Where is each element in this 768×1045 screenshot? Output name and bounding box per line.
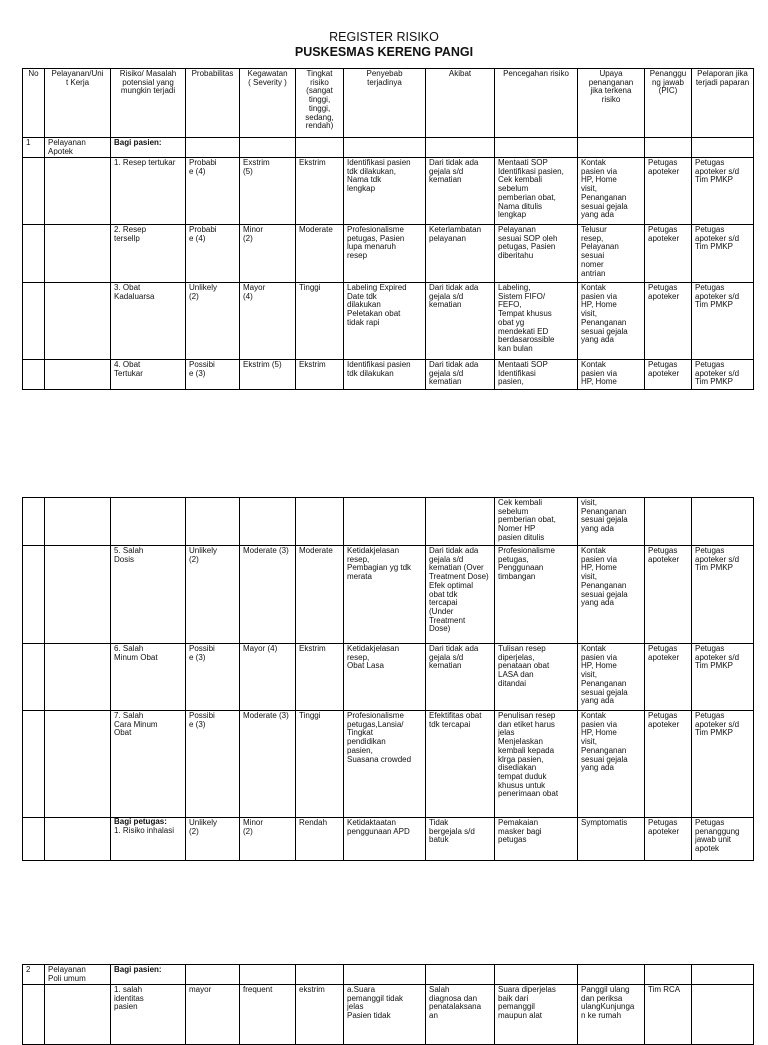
- document-subtitle: PUSKESMAS KERENG PANGI: [294, 45, 474, 59]
- table-cell: [426, 965, 495, 985]
- table-row: [23, 546, 754, 644]
- risk-label: 1. Risiko inhalasi: [114, 825, 175, 835]
- table-cell: Mentaati SOP Identifikasi pasien, Cek kembali sebelum pemberian obat, Nama ditulis lengkap: [495, 158, 578, 225]
- table-cell: [645, 138, 692, 158]
- table-cell: [240, 498, 296, 546]
- table-cell: Petugas apoteker: [645, 158, 692, 225]
- table-cell: [23, 546, 45, 644]
- table-cell: Dari tidak ada gejala s/d kematian: [426, 283, 495, 360]
- table-cell: [111, 498, 186, 546]
- table-cell: [186, 498, 240, 546]
- table-cell: [692, 985, 754, 1045]
- table-cell: Risiko/ Masalah potensial yang mungkin terjadi: [111, 69, 186, 138]
- table-cell: Ketidaktaatan penggunaan APD: [344, 818, 426, 861]
- table-cell: [186, 138, 240, 158]
- table-cell: Keterlambatan pelayanan: [426, 225, 495, 283]
- table-cell: Petugas penanggung jawab unit apotek: [692, 818, 754, 861]
- table-cell: Ekstrim (5): [240, 360, 296, 390]
- table-row: [23, 360, 754, 390]
- table-cell: a.Suara pemanggil tidak jelas Pasien tidak: [344, 985, 426, 1045]
- table-cell: [344, 965, 426, 985]
- table-cell: Petugas apoteker: [645, 711, 692, 818]
- table-cell: [426, 138, 495, 158]
- table-cell: Moderate (3): [240, 711, 296, 818]
- table-cell: [296, 965, 344, 985]
- table-cell: [45, 818, 111, 861]
- table-cell: Petugas apoteker s/d Tim PMKP: [692, 644, 754, 711]
- table-cell: [45, 985, 111, 1045]
- table-cell: Ketidakjelasan resep, Pembagian yg tdk merata: [344, 546, 426, 644]
- table-cell: Ketidakjelasan resep, Obat Lasa: [344, 644, 426, 711]
- table-cell: [23, 225, 45, 283]
- table-cell: Akibat: [426, 69, 495, 138]
- table-cell: visit, Penanganan sesuai gejala yang ada: [578, 498, 645, 546]
- table-cell: [45, 158, 111, 225]
- table-cell: Petugas apoteker: [645, 818, 692, 861]
- table-cell: Dari tidak ada gejala s/d kematian: [426, 158, 495, 225]
- table-cell: Pelayanan sesuai SOP oleh petugas, Pasien diberitahu: [495, 225, 578, 283]
- table-cell: Minor (2): [240, 818, 296, 861]
- table-cell: Petugas apoteker: [645, 225, 692, 283]
- document-title: REGISTER RISIKO: [329, 30, 439, 44]
- table-cell: Unlikely (2): [186, 546, 240, 644]
- table-cell: Identifikasi pasien tdk dilakukan: [344, 360, 426, 390]
- table-cell: Probabi e (4): [186, 225, 240, 283]
- table-cell: Probabilitas: [186, 69, 240, 138]
- table-cell: No: [23, 69, 45, 138]
- table-cell: Telusur resep, Pelayanan sesuai nomer antrian: [578, 225, 645, 283]
- table-cell: mayor: [186, 985, 240, 1045]
- table-cell: frequent: [240, 985, 296, 1045]
- table-cell: [495, 138, 578, 158]
- table-cell: [111, 818, 186, 861]
- table-cell: [23, 360, 45, 390]
- table-cell: [23, 283, 45, 360]
- table-cell: Mayor (4): [240, 644, 296, 711]
- table-cell: Possibi e (3): [186, 360, 240, 390]
- table-cell: Mayor (4): [240, 283, 296, 360]
- table-cell: [296, 498, 344, 546]
- table-cell: [23, 711, 45, 818]
- table-cell: Symptomatis: [578, 818, 645, 861]
- table-cell: Penulisan resep dan etiket harus jelas Menjelaskan kembali kepada klrga pasien, disediakan tempat duduk khusus untuk penerimaan obat: [495, 711, 578, 818]
- table-cell: Petugas apoteker s/d Tim PMKP: [692, 225, 754, 283]
- table-cell: [45, 225, 111, 283]
- table-cell: Profesionalisme petugas,Lansia/ Tingkat pendidikan pasien, Suasana crowded: [344, 711, 426, 818]
- table-cell: Tulisan resep diperjelas, penataan obat LASA dan ditandai: [495, 644, 578, 711]
- table-cell: Kontak pasien via HP, Home: [578, 360, 645, 390]
- table-cell: Dari tidak ada gejala s/d kematian: [426, 644, 495, 711]
- table-cell: [240, 965, 296, 985]
- table-cell: [45, 360, 111, 390]
- table-cell: 4. Obat Tertukar: [111, 360, 186, 390]
- table-cell: 2: [23, 965, 45, 985]
- table-cell: Petugas apoteker s/d Tim PMKP: [692, 158, 754, 225]
- table-cell: Labeling Expired Date tdk dilakukan Peletakan obat tidak rapi: [344, 283, 426, 360]
- section-row: [23, 138, 754, 158]
- table-cell: Efektifitas obat tdk tercapai: [426, 711, 495, 818]
- table-cell: Dari tidak ada gejala s/d kematian (Over Treatment Dose) Efek optimal obat tdk tercapai (Under Treatment Dose): [426, 546, 495, 644]
- table-cell: Petugas apoteker: [645, 644, 692, 711]
- table-cell: 3. Obat Kadaluarsa: [111, 283, 186, 360]
- table-cell: Moderate: [296, 225, 344, 283]
- table-cell: Petugas apoteker s/d Tim PMKP: [692, 360, 754, 390]
- table-cell: [692, 138, 754, 158]
- table-cell: Moderate: [296, 546, 344, 644]
- table-cell: Possibi e (3): [186, 644, 240, 711]
- table-cell: Salah diagnosa dan penatalaksana an: [426, 985, 495, 1045]
- table-cell: [45, 644, 111, 711]
- table-cell: Profesionalisme petugas, Penggunaan timbangan: [495, 546, 578, 644]
- table-cell: Tim RCA: [645, 985, 692, 1045]
- table-cell: [45, 546, 111, 644]
- table-cell: Unlikely (2): [186, 818, 240, 861]
- risk-register-table-part-3: [22, 964, 754, 1045]
- table-cell: Labeling, Sistem FIFO/ FEFO, Tempat khusus obat yg mendekati ED berdasarossible kan bulan: [495, 283, 578, 360]
- table-cell: Pelayanan Apotek: [45, 138, 111, 158]
- table-cell: Pelayanan/Uni t Kerja: [45, 69, 111, 138]
- table-cell: Tinggi: [296, 283, 344, 360]
- table-cell: Pencegahan risiko: [495, 69, 578, 138]
- table-cell: Pemakaian masker bagi petugas: [495, 818, 578, 861]
- table-row: [23, 158, 754, 225]
- table-cell: 2. Resep tersellp: [111, 225, 186, 283]
- table-cell: Petugas apoteker s/d Tim PMKP: [692, 711, 754, 818]
- table-row: [23, 818, 754, 861]
- table-cell: [645, 965, 692, 985]
- table-cell: [692, 498, 754, 546]
- table-cell: Kontak pasien via HP, Home visit, Penanganan sesuai gejala yang ada: [578, 546, 645, 644]
- table-cell: Cek kembali sebelum pemberian obat, Nomer HP pasien ditulis: [495, 498, 578, 546]
- table-cell: Kegawatan ( Severity ): [240, 69, 296, 138]
- table-cell: [344, 138, 426, 158]
- table-cell: Tingkat risiko (sangat tinggi, tinggi, sedang, rendah): [296, 69, 344, 138]
- table-cell: ekstrim: [296, 985, 344, 1045]
- table-cell: Suara diperjelas baik dari pemanggil maupun alat: [495, 985, 578, 1045]
- table-cell: [23, 985, 45, 1045]
- risk-register-table-part-2: [22, 497, 754, 861]
- table-cell: Petugas apoteker: [645, 360, 692, 390]
- table-cell: Panggil ulang dan periksa ulangKunjunga n ke rumah: [578, 985, 645, 1045]
- table-cell: Mentaati SOP Identifikasi pasien,: [495, 360, 578, 390]
- table-cell: Kontak pasien via HP, Home visit, Penanganan sesuai gejala yang ada: [578, 158, 645, 225]
- table-cell: [45, 498, 111, 546]
- table-cell: Unlikely (2): [186, 283, 240, 360]
- table-cell: Pelaporan jika terjadi paparan: [692, 69, 754, 138]
- table-cell: [240, 138, 296, 158]
- header-row: [23, 69, 754, 138]
- table-cell: Dari tidak ada gejala s/d kematian: [426, 360, 495, 390]
- risk-register-table-part-1: [22, 68, 754, 390]
- table-cell: 1. salah identitas pasien: [111, 985, 186, 1045]
- table-cell: [578, 138, 645, 158]
- table-cell: Tidak bergejala s/d batuk: [426, 818, 495, 861]
- table-cell: Bagi pasien:: [111, 138, 186, 158]
- table-cell: Ekstrim: [296, 158, 344, 225]
- table-cell: Identifikasi pasien tdk dilakukan, Nama tdk lengkap: [344, 158, 426, 225]
- table-cell: [23, 498, 45, 546]
- table-cell: [426, 498, 495, 546]
- table-cell: [344, 498, 426, 546]
- table-row: [23, 711, 754, 818]
- table-cell: Exstrim (5): [240, 158, 296, 225]
- table-cell: 1: [23, 138, 45, 158]
- table-cell: Ekstrim: [296, 644, 344, 711]
- table-cell: 7. Salah Cara Minum Obat: [111, 711, 186, 818]
- table-cell: [645, 498, 692, 546]
- table-cell: [45, 283, 111, 360]
- table-cell: Petugas apoteker: [645, 283, 692, 360]
- table-cell: [692, 965, 754, 985]
- section-label-staff: Bagi petugas:: [114, 817, 167, 826]
- table-row: [23, 498, 754, 546]
- table-cell: Pelayanan Poli umum: [45, 965, 111, 985]
- table-cell: Rendah: [296, 818, 344, 861]
- table-cell: Bagi pasien:: [111, 965, 186, 985]
- table-cell: [23, 644, 45, 711]
- table-cell: Probabi e (4): [186, 158, 240, 225]
- table-cell: Petugas apoteker s/d Tim PMKP: [692, 283, 754, 360]
- table-cell: Minor (2): [240, 225, 296, 283]
- table-cell: Profesionalisme petugas, Pasien lupa menaruh resep: [344, 225, 426, 283]
- table-cell: Petugas apoteker s/d Tim PMKP: [692, 546, 754, 644]
- table-cell: 5. Salah Dosis: [111, 546, 186, 644]
- table-cell: Possibi e (3): [186, 711, 240, 818]
- table-cell: [186, 965, 240, 985]
- table-row: [23, 283, 754, 360]
- table-cell: [23, 158, 45, 225]
- table-row: [23, 225, 754, 283]
- table-row: [23, 644, 754, 711]
- table-cell: Upaya penanganan jika terkena risiko: [578, 69, 645, 138]
- section-row: [23, 965, 754, 985]
- table-row: [23, 985, 754, 1045]
- table-cell: [23, 818, 45, 861]
- table-cell: 1. Resep tertukar: [111, 158, 186, 225]
- table-cell: Moderate (3): [240, 546, 296, 644]
- table-cell: 6. Salah Minum Obat: [111, 644, 186, 711]
- table-cell: Tinggi: [296, 711, 344, 818]
- table-cell: Kontak pasien via HP, Home visit, Penanganan sesuai gejala yang ada: [578, 711, 645, 818]
- table-cell: [296, 138, 344, 158]
- table-cell: [45, 711, 111, 818]
- table-cell: Kontak pasien via HP, Home visit, Penanganan sesuai gejala yang ada: [578, 644, 645, 711]
- table-cell: Petugas apoteker: [645, 546, 692, 644]
- table-cell: Ekstrim: [296, 360, 344, 390]
- table-cell: Penanggu ng jawab (PIC): [645, 69, 692, 138]
- table-cell: Kontak pasien via HP, Home visit, Penanganan sesuai gejala yang ada: [578, 283, 645, 360]
- table-cell: Penyebab terjadinya: [344, 69, 426, 138]
- table-cell: [578, 965, 645, 985]
- table-cell: [495, 965, 578, 985]
